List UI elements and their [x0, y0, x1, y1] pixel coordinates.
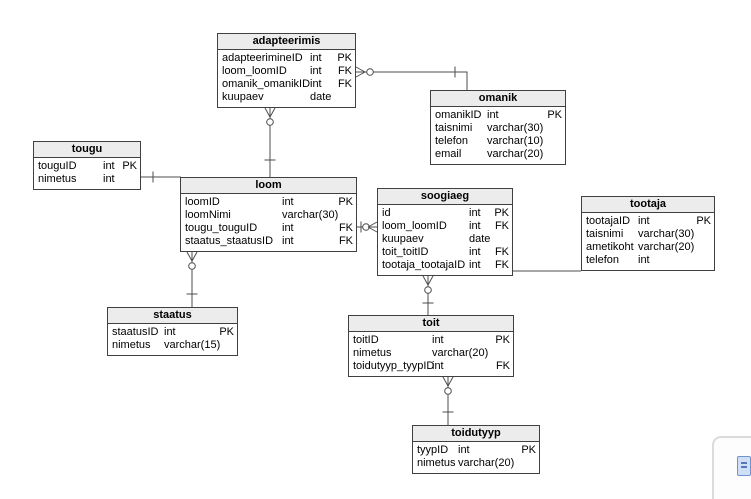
field-row	[378, 246, 512, 259]
field-type: int	[310, 52, 322, 64]
field-name: tyypID	[417, 444, 449, 456]
table-fields	[582, 213, 714, 270]
embedded-object-icon	[741, 462, 747, 464]
field-row	[34, 173, 140, 186]
field-name: toit_toitID	[382, 246, 429, 258]
table-title: staatus	[108, 308, 237, 324]
field-name: touguID	[38, 160, 77, 172]
table-fields	[181, 194, 356, 251]
field-name: taisnimi	[586, 228, 624, 240]
field-type: int	[432, 360, 444, 372]
field-name: kuupaev	[382, 233, 424, 245]
connector-tougu-loom	[141, 172, 181, 183]
table-fields	[108, 324, 237, 355]
table-toidutyyp[interactable]	[412, 425, 540, 474]
field-row	[349, 347, 513, 360]
field-key: FK	[494, 220, 509, 232]
table-title: tougu	[34, 142, 140, 158]
table-title: tootaja	[582, 197, 714, 213]
field-key: FK	[338, 235, 353, 247]
field-row	[378, 259, 512, 272]
field-key: FK	[495, 360, 510, 372]
field-type: int	[164, 326, 176, 338]
field-type: varchar(20)	[487, 148, 544, 160]
field-name: nimetus	[38, 173, 77, 185]
field-type: int	[103, 173, 115, 185]
field-name: telefon	[586, 254, 620, 266]
field-key: PK	[547, 109, 562, 121]
field-row	[582, 215, 714, 228]
embedded-object-icon	[741, 466, 747, 468]
field-row	[431, 135, 565, 148]
table-fields	[378, 205, 512, 275]
field-name: ametikoht	[586, 241, 634, 253]
field-type: varchar(30)	[282, 209, 339, 221]
field-type: int	[282, 196, 294, 208]
field-type: int	[638, 254, 650, 266]
field-type: int	[432, 334, 444, 346]
field-key	[536, 457, 539, 470]
field-row	[349, 360, 513, 373]
field-row	[582, 254, 714, 267]
field-name: omanik_omanikID	[222, 78, 311, 90]
field-name: tootajaID	[586, 215, 631, 227]
field-type: varchar(15)	[164, 339, 221, 351]
field-type: varchar(20)	[432, 347, 489, 359]
field-type: int	[310, 78, 322, 90]
field-name: nimetus	[112, 339, 151, 351]
field-type: int	[469, 220, 481, 232]
field-key: FK	[494, 246, 509, 258]
field-name: toitID	[353, 334, 379, 346]
field-row	[413, 444, 539, 457]
field-row	[582, 228, 714, 241]
table-fields	[34, 158, 140, 189]
field-row	[378, 233, 512, 246]
field-type: int	[638, 215, 650, 227]
field-name: id	[382, 207, 391, 219]
field-key: PK	[495, 334, 510, 346]
field-key	[510, 347, 513, 360]
field-key: PK	[494, 207, 509, 219]
field-name: toidutyyp_tyypID	[353, 360, 435, 372]
field-key	[353, 209, 356, 222]
field-type: int	[103, 160, 115, 172]
field-name: tootaja_tootajaID	[382, 259, 466, 271]
field-key: PK	[219, 326, 234, 338]
table-fields	[431, 107, 565, 164]
field-row	[34, 160, 140, 173]
table-soogiaeg[interactable]	[377, 188, 513, 276]
field-type: int	[458, 444, 470, 456]
field-key	[352, 91, 355, 104]
table-tougu[interactable]	[33, 141, 141, 190]
field-row	[218, 78, 355, 91]
connector-toit-toidutyyp	[443, 377, 454, 425]
field-type: int	[469, 259, 481, 271]
field-key	[562, 148, 565, 161]
table-fields	[413, 442, 539, 473]
field-name: loomID	[185, 196, 220, 208]
field-key: PK	[696, 215, 711, 227]
field-row	[431, 109, 565, 122]
field-type: varchar(20)	[458, 457, 515, 469]
field-key: PK	[521, 444, 536, 456]
field-type: varchar(30)	[487, 122, 544, 134]
field-type: int	[469, 246, 481, 258]
table-fields	[349, 332, 513, 376]
field-type: varchar(20)	[638, 241, 695, 253]
field-name: omanikID	[435, 109, 482, 121]
field-row	[181, 209, 356, 222]
field-name: loomNimi	[185, 209, 231, 221]
table-tootaja[interactable]	[581, 196, 715, 271]
field-row	[431, 148, 565, 161]
table-title: toidutyyp	[413, 426, 539, 442]
connector-soogiaeg-toit	[423, 276, 434, 315]
field-type: int	[282, 235, 294, 247]
table-title: toit	[349, 316, 513, 332]
field-key	[711, 254, 714, 267]
field-row	[582, 241, 714, 254]
connector-adapteerimis-omanik	[356, 67, 467, 91]
connector-loom-staatus	[187, 252, 198, 307]
field-name: telefon	[435, 135, 469, 147]
field-type: int	[487, 109, 499, 121]
table-title: loom	[181, 178, 356, 194]
table-toit[interactable]	[348, 315, 514, 377]
connector-adapteerimis-loom	[265, 108, 276, 177]
field-name: staatus_staatusID	[185, 235, 274, 247]
table-fields	[218, 50, 355, 107]
field-row	[378, 207, 512, 220]
field-name: loom_loomID	[222, 65, 287, 77]
field-row	[431, 122, 565, 135]
field-key: PK	[122, 160, 137, 172]
field-type: int	[310, 65, 322, 77]
widget-button[interactable]	[737, 456, 751, 476]
field-row	[108, 326, 237, 339]
field-row	[378, 220, 512, 233]
table-omanik[interactable]	[430, 90, 566, 165]
field-row	[181, 196, 356, 209]
field-key: FK	[338, 222, 353, 234]
field-type: varchar(30)	[638, 228, 695, 240]
field-key: FK	[337, 78, 352, 90]
table-adapteerimis[interactable]	[217, 33, 356, 108]
field-key	[562, 122, 565, 135]
field-name: email	[435, 148, 462, 160]
field-name: tougu_touguID	[185, 222, 258, 234]
field-key: PK	[337, 52, 352, 64]
field-type: date	[310, 91, 332, 103]
field-row	[181, 222, 356, 235]
table-title: adapteerimis	[218, 34, 355, 50]
field-row	[218, 52, 355, 65]
field-name: staatusID	[112, 326, 159, 338]
field-key	[234, 339, 237, 352]
field-name: loom_loomID	[382, 220, 447, 232]
table-title: omanik	[431, 91, 565, 107]
field-row	[218, 91, 355, 104]
field-type: date	[469, 233, 491, 245]
field-name: taisnimi	[435, 122, 473, 134]
field-type: int	[469, 207, 481, 219]
field-type: varchar(10)	[487, 135, 544, 147]
table-title: soogiaeg	[378, 189, 512, 205]
field-row	[413, 457, 539, 470]
field-type: int	[282, 222, 294, 234]
field-key: PK	[338, 196, 353, 208]
field-name: nimetus	[353, 347, 392, 359]
field-row	[349, 334, 513, 347]
field-row	[108, 339, 237, 352]
field-key	[711, 228, 714, 241]
field-key	[711, 241, 714, 254]
field-key: FK	[337, 65, 352, 77]
table-staatus[interactable]	[107, 307, 238, 356]
field-name: nimetus	[417, 457, 456, 469]
field-key	[562, 135, 565, 148]
field-name: kuupaev	[222, 91, 264, 103]
field-key: FK	[494, 259, 509, 271]
field-key	[137, 173, 140, 186]
field-name: adapteerimineID	[222, 52, 303, 64]
field-row	[218, 65, 355, 78]
field-row	[181, 235, 356, 248]
connector-loom-soogiaeg	[357, 222, 377, 233]
field-key	[509, 233, 512, 246]
table-loom[interactable]	[180, 177, 357, 252]
